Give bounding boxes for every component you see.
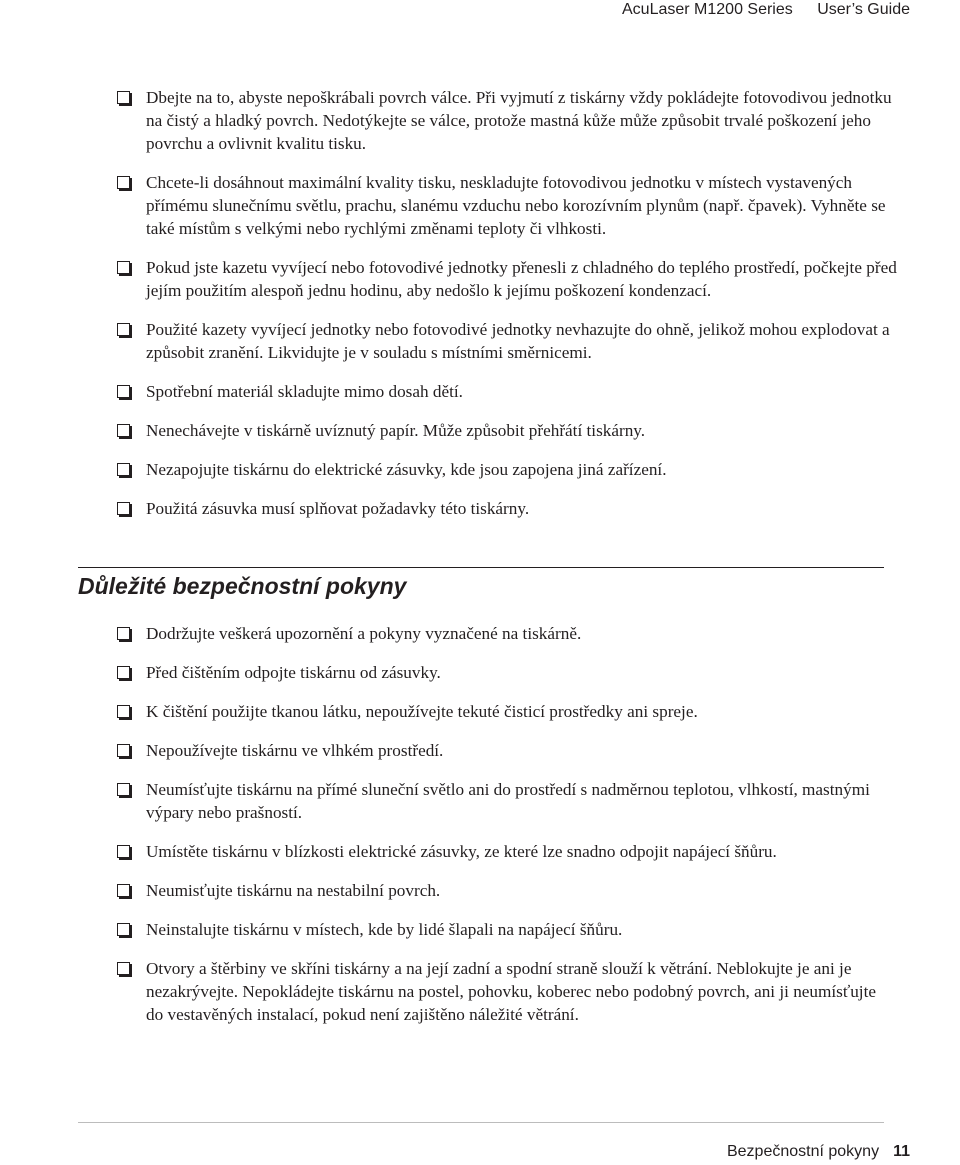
- list-item: [117, 700, 897, 723]
- checkbox-bullet-icon: [117, 627, 130, 640]
- checkbox-bullet-icon: [117, 705, 130, 718]
- footer-divider: [78, 1122, 884, 1123]
- list-item: [117, 380, 897, 403]
- footer-section-name: Bezpečnostní pokyny: [726, 1143, 880, 1160]
- checkbox-bullet-icon: [117, 502, 130, 515]
- checkbox-bullet-icon: [117, 783, 130, 796]
- checkbox-bullet-icon: [117, 962, 130, 975]
- list-item: [117, 840, 897, 863]
- list-item-text: Otvory a štěrbiny ve skříni tiskárny a na její zadní a spodní straně slouží k větrání. Neblokujte je ani je nezakrývejte. Nepokládejte tiskárnu na postel, pohovku, koberec nebo podobný povrch, ani ji neumísťujte do vestavěných instalací, pokud není zajištěno náležité větrání.: [146, 959, 876, 1024]
- list-item: [117, 419, 897, 442]
- checkbox-bullet-icon: [117, 744, 130, 757]
- checkbox-bullet-icon: [117, 91, 130, 104]
- list-item-text: Před čištěním odpojte tiskárnu od zásuvky.: [146, 663, 441, 682]
- handling-precautions-list: [117, 86, 897, 536]
- list-item: [117, 957, 897, 1026]
- checkbox-bullet-icon: [117, 463, 130, 476]
- list-item-text: Umístěte tiskárnu v blízkosti elektrické zásuvky, ze které lze snadno odpojit napájecí šňůru.: [146, 842, 777, 861]
- list-item-text: Nezapojujte tiskárnu do elektrické zásuvky, kde jsou zapojena jiná zařízení.: [146, 460, 667, 479]
- checkbox-bullet-icon: [117, 261, 130, 274]
- running-header: [622, 0, 910, 20]
- checkbox-bullet-icon: [117, 323, 130, 336]
- checkbox-bullet-icon: [117, 845, 130, 858]
- list-item-text: Dodržujte veškerá upozornění a pokyny vyznačené na tiskárně.: [146, 624, 582, 643]
- list-item: [117, 739, 897, 762]
- checkbox-bullet-icon: [117, 424, 130, 437]
- running-footer: [727, 1142, 910, 1162]
- list-item-text: Chcete-li dosáhnout maximální kvality tisku, neskladujte fotovodivou jednotku v místech vystavených přímému slunečnímu světlu, prachu, slanému vzduchu nebo korozívním plynům (např. čpavek). Vyhněte se také místům s velkými nebo rychlými změnami teploty či vlhkosti.: [146, 173, 886, 238]
- safety-instructions-list: [117, 622, 897, 1042]
- list-item-text: Pokud jste kazetu vyvíjecí nebo fotovodivé jednotky přenesli z chladného do teplého prostředí, počkejte před jejím použitím alespoň jednu hodinu, aby nedošlo k jejímu poškození kondenzací.: [146, 258, 897, 300]
- list-item-text: Nenechávejte v tiskárně uvíznutý papír. Může způsobit přehřátí tiskárny.: [146, 421, 646, 440]
- checkbox-bullet-icon: [117, 176, 130, 189]
- list-item-text: Neinstalujte tiskárnu v místech, kde by lidé šlapali na napájecí šňůru.: [146, 920, 623, 939]
- list-item: [117, 622, 897, 645]
- list-item-text: Neumísťujte tiskárnu na přímé sluneční světlo ani do prostředí s nadměrnou teplotou, vlhkostí, mastnými výpary nebo prašností.: [146, 780, 870, 822]
- list-item: [117, 879, 897, 902]
- section-divider: [78, 567, 884, 568]
- list-item: [117, 171, 897, 240]
- checkbox-bullet-icon: [117, 884, 130, 897]
- list-item: [117, 458, 897, 481]
- list-item: [117, 661, 897, 684]
- list-item: [117, 497, 897, 520]
- header-guide-name: User’s Guide: [817, 1, 910, 18]
- checkbox-bullet-icon: [117, 923, 130, 936]
- list-item: [117, 918, 897, 941]
- list-item-text: Použitá zásuvka musí splňovat požadavky této tiskárny.: [146, 499, 530, 518]
- header-product-name: AcuLaser M1200 Series: [622, 1, 793, 18]
- list-item-text: Neumisťujte tiskárnu na nestabilní povrch.: [146, 881, 441, 900]
- section-heading: Důležité bezpečnostní pokyny: [78, 573, 407, 599]
- list-item-text: Nepoužívejte tiskárnu ve vlhkém prostředí.: [146, 741, 444, 760]
- list-item: [117, 86, 897, 155]
- checkbox-bullet-icon: [117, 666, 130, 679]
- list-item-text: Dbejte na to, abyste nepoškrábali povrch válce. Při vyjmutí z tiskárny vždy pokládejte fotovodivou jednotku na čistý a hladký povrch. Nedotýkejte se válce, protože mastná kůže může způsobit trvalé poškození jeho povrchu a ovlivnit kvalitu tisku.: [146, 88, 892, 153]
- list-item: [117, 256, 897, 302]
- page-number: 11: [893, 1143, 910, 1160]
- checkbox-bullet-icon: [117, 385, 130, 398]
- list-item: [117, 318, 897, 364]
- list-item-text: K čištění použijte tkanou látku, nepoužívejte tekuté čisticí prostředky ani spreje.: [146, 702, 698, 721]
- list-item: [117, 778, 897, 824]
- list-item-text: Použité kazety vyvíjecí jednotky nebo fotovodivé jednotky nevhazujte do ohně, jelikož mohou explodovat a způsobit zranění. Likvidujte je v souladu s místními směrnicemi.: [146, 320, 890, 362]
- list-item-text: Spotřební materiál skladujte mimo dosah dětí.: [146, 382, 463, 401]
